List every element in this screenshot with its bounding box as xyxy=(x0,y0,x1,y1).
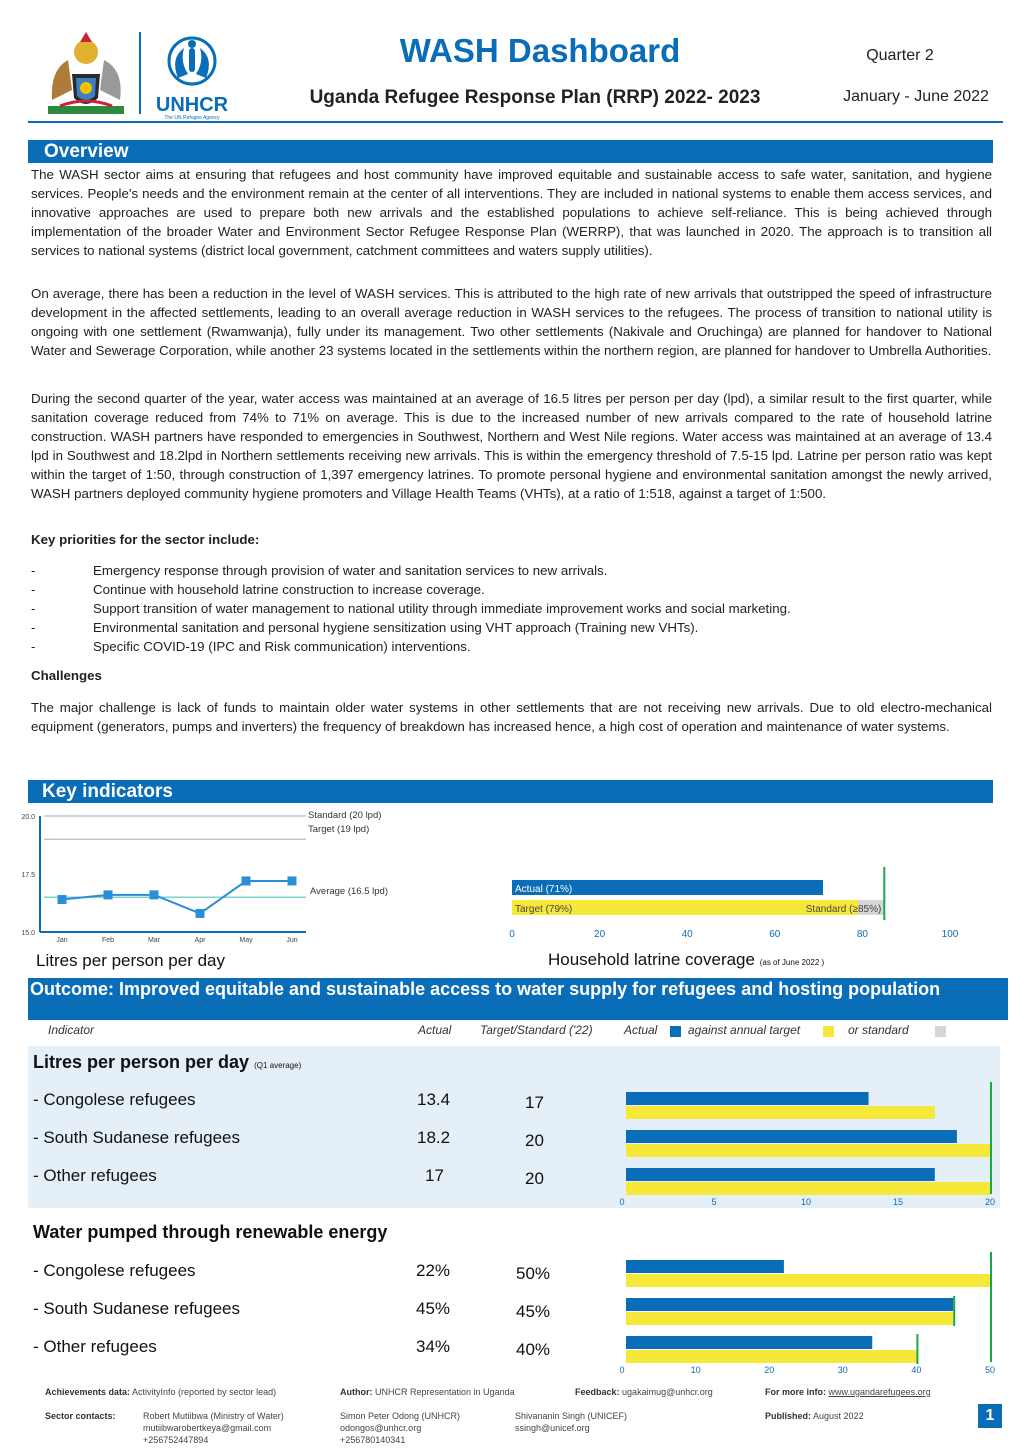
header-rule xyxy=(28,121,1003,123)
x-tick-label: 0 xyxy=(619,1197,625,1207)
unhcr-tagline: The UN Refugee Agency xyxy=(164,115,220,121)
lpd-row-label: - Congolese refugees xyxy=(33,1090,196,1109)
x-tick-label: 10 xyxy=(690,1365,701,1375)
data-point xyxy=(150,890,159,899)
re-row-target: 45% xyxy=(516,1302,551,1321)
page-subtitle: Uganda Refugee Response Plan (RRP) 2022- 2023 xyxy=(309,87,761,108)
lpd-row-target: 20 xyxy=(525,1131,544,1150)
col-target: Target/Standard ('22) xyxy=(480,1023,593,1037)
lpd-row-label: - Other refugees xyxy=(33,1166,157,1185)
re-row-actual: 22% xyxy=(416,1261,451,1280)
data-point xyxy=(288,876,297,885)
key-indicators-heading: Key indicators xyxy=(42,781,173,802)
x-tick-label: 15 xyxy=(892,1197,904,1207)
data-point xyxy=(104,890,113,899)
x-tick-label: 60 xyxy=(769,929,781,940)
target-bar xyxy=(626,1274,990,1287)
target-bar xyxy=(626,1350,916,1363)
x-tick-label: 0 xyxy=(509,929,515,940)
overview-paragraph-2: On average, there has been a reduction in the level of WASH services. This is attributed to the high rate of new arrivals that outstripped the speed of infrastructure development in the affected settlements, leading to an overall average reduction in WASH services to the refugees. The process of transition to national utility is ongoing with one settlement (Rwamwanja), fully under its management. Two other settlements (Nakivale and Oruchinga) are planned for handover to National Water and Sewerage Corporation, while another 23 systems located in the settlements within the northern region, are planned for handover to Umbrella Authorities. xyxy=(31,286,992,358)
y-tick-label: 20.0 xyxy=(21,814,35,821)
legend-actual: Actual xyxy=(624,1023,658,1037)
legend-standard: or standard xyxy=(848,1023,909,1037)
lpd-outcome-heading: Litres per person per day (Q1 average) xyxy=(33,1052,302,1072)
x-tick-label: Feb xyxy=(101,937,115,944)
re-row-target: 50% xyxy=(516,1264,551,1283)
contact-email[interactable]: odongos@unhcr.org xyxy=(340,1423,422,1433)
data-point xyxy=(196,909,205,918)
footer-contact-3: Shivananin Singh (UNICEF) ssingh@unicef.org xyxy=(515,1411,628,1433)
standard-bar-label: Standard (≥85%) xyxy=(805,904,882,915)
legend-actual-swatch xyxy=(670,1026,681,1037)
footer-contact-2: Simon Peter Odong (UNHCR) odongos@unhcr.org +256780140341 xyxy=(340,1411,461,1445)
x-tick-label: 80 xyxy=(856,929,868,940)
renewable-energy-bar-chart xyxy=(610,1248,1000,1376)
overview-paragraph-1: The WASH sector aims at ensuring that refugees and host community have improved equitable and sustainable access to safe water, sanitation, and hygiene services. People's needs and the environment remain at the center of all interventions. They are included in national systems to enable them access services, and innovative approaches are used to prepare both new arrivals and the established populations to achieve self-reliance. This is being achieved through implementation of the broader Water and Environment Sector Refugee Response Plan (WERRP), that was launched in 2020. The approach is to transition all services to national systems (district local government, catchment committees and waters supply utilities). xyxy=(31,167,992,258)
lpd-row-actual: 18.2 xyxy=(417,1128,451,1147)
actual-bar xyxy=(626,1092,869,1105)
x-tick-label: 40 xyxy=(911,1365,922,1375)
actual-bar-label: Actual (71%) xyxy=(515,884,573,895)
x-tick-label: Jun xyxy=(286,937,298,944)
col-actual: Actual xyxy=(418,1023,452,1037)
re-row-actual: 34% xyxy=(416,1337,451,1356)
list-item: - Support transition of water management to national utility through immediate improvement works and social marketing. xyxy=(31,601,791,616)
renewable-energy-heading: Water pumped through renewable energy xyxy=(33,1222,388,1242)
x-tick-label: 30 xyxy=(837,1365,848,1375)
x-tick-label: 20 xyxy=(764,1365,775,1375)
footer-contacts-label: Sector contacts: xyxy=(45,1411,116,1421)
actual-bar xyxy=(626,1298,953,1311)
x-tick-label: 5 xyxy=(711,1197,717,1207)
footer-published: Published: August 2022 xyxy=(765,1411,864,1421)
data-point xyxy=(242,876,251,885)
target-bar xyxy=(626,1144,990,1157)
col-indicator: Indicator xyxy=(48,1023,95,1037)
x-tick-label: 0 xyxy=(619,1365,625,1375)
lpd-row-label: - South Sudanese refugees xyxy=(33,1128,240,1147)
outcome-table-header xyxy=(28,1023,1003,1041)
average-line-label: Average (16.5 lpd) xyxy=(310,886,388,897)
contact-email[interactable]: mutiibwarobertkeya@gmail.com xyxy=(143,1423,272,1433)
lpd-row-actual: 17 xyxy=(425,1166,444,1185)
outcome-section-header xyxy=(28,978,1008,1020)
list-item: - Environmental sanitation and personal hygiene sensitization using VHT approach (Training new VHTs). xyxy=(31,620,699,635)
legend-standard-swatch xyxy=(935,1026,946,1037)
overview-section-header xyxy=(28,140,993,163)
lpd-row-actual: 13.4 xyxy=(417,1090,451,1109)
footer-achievements: Achievements data: ActivityInfo (reported by sector lead) xyxy=(45,1387,277,1397)
priorities-heading: Key priorities for the sector include: xyxy=(31,532,260,547)
x-tick-label: Mar xyxy=(147,937,161,944)
re-row-label: - Other refugees xyxy=(33,1337,157,1356)
actual-bar xyxy=(626,1130,957,1143)
challenges-paragraph: The major challenge is lack of funds to maintain older water systems in other settlements that are not receiving new arrivals. Due to old electro-mechanical equipment (generators, pumps and inverters) the frequency of breakdown has increased hence, a high cost of operation and maintenance of water systems. xyxy=(31,700,992,734)
list-item: - Specific COVID-19 (IPC and Risk communication) interventions. xyxy=(31,639,471,654)
legend-target-swatch xyxy=(823,1026,834,1037)
list-item: - Continue with household latrine construction to increase coverage. xyxy=(31,582,485,597)
priorities-list xyxy=(31,561,992,656)
x-tick-label: 100 xyxy=(941,929,959,940)
target-bar xyxy=(626,1182,990,1195)
x-tick-label: Jan xyxy=(56,937,68,944)
target-bar xyxy=(626,1312,953,1325)
more-info-link[interactable]: www.ugandarefugees.org xyxy=(828,1387,931,1397)
quarter-label: Quarter 2 xyxy=(866,47,934,64)
latrine-chart-note: (as of June 2022 ) xyxy=(759,958,825,967)
target-bar-label: Target (79%) xyxy=(515,904,573,915)
contact-email[interactable]: ssingh@unicef.org xyxy=(515,1423,590,1433)
x-tick-label: 50 xyxy=(984,1365,996,1375)
lpd-row-target: 20 xyxy=(525,1169,544,1188)
footer-more-info: For more info: www.ugandarefugees.org xyxy=(765,1387,931,1397)
overview-paragraph-3: During the second quarter of the year, water access was maintained at an average of 16.5 litres per person per day (lpd), a similar result to the first quarter, while sanitation coverage reduced from 74% to 71% on average. This is due to the increased number of new arrivals compared to the rate of household latrine construction. WASH partners have responded to emergencies in Southwest, Northern and West Nile regions. Water access was maintained at an average of 13.4 lpd in Southwest and 18.2lpd in Northern settlements receiving new arrivals. This is within the emergency threshold of 7.5-15 lpd. Latrine per person ratio was kept within the target of 1:50, through construction of 1,397 emergency latrines. To promote personal hygiene and environmental sanitation amongst the newly arrived, WASH partners deployed community hygiene promoters and Village Health Teams (VHTs), at a ratio of 1:518, against a target of 1:500. xyxy=(31,391,992,501)
divider-line xyxy=(139,32,141,114)
unhcr-logo xyxy=(150,34,234,121)
target-line-label: Target (19 lpd) xyxy=(308,824,370,835)
latrine-chart-caption: Household latrine coverage (as of June 2022 ) xyxy=(548,950,825,969)
lpd-outcome-bar-chart xyxy=(610,1078,1000,1208)
actual-bar xyxy=(626,1168,935,1181)
outcome-heading: Outcome: Improved equitable and sustainable access to water supply for refugees and hosting population xyxy=(30,979,941,999)
x-tick-label: May xyxy=(239,937,253,944)
lpd-chart-caption: Litres per person per day xyxy=(36,951,225,970)
re-row-label: - South Sudanese refugees xyxy=(33,1299,240,1318)
key-indicators-section-header xyxy=(28,780,993,803)
x-tick-label: 20 xyxy=(984,1197,996,1207)
page-number-badge xyxy=(978,1404,1002,1428)
lpd-row-target: 17 xyxy=(525,1093,544,1112)
y-tick-label: 15.0 xyxy=(21,930,35,937)
re-row-actual: 45% xyxy=(416,1299,451,1318)
period-label: January - June 2022 xyxy=(843,88,989,105)
latrine-coverage-chart xyxy=(500,865,980,945)
list-item: - Emergency response through provision of water and sanitation services to new arrivals. xyxy=(31,563,608,578)
actual-bar xyxy=(626,1336,872,1349)
challenges-heading: Challenges xyxy=(31,668,102,683)
unhcr-logo-text: UNHCR xyxy=(155,94,229,116)
standard-line-label: Standard (20 lpd) xyxy=(308,810,382,821)
re-row-target: 40% xyxy=(516,1340,551,1359)
overview-heading: Overview xyxy=(44,141,129,162)
footer-contact-1: Robert Mutiibwa (Ministry of Water) mutiibwarobertkeya@gmail.com +256752447894 xyxy=(143,1411,284,1445)
data-point xyxy=(58,895,67,904)
x-tick-label: 40 xyxy=(681,929,693,940)
page-number: 1 xyxy=(985,1407,995,1424)
actual-bar xyxy=(626,1260,784,1273)
y-tick-label: 17.5 xyxy=(21,872,35,879)
x-tick-label: 10 xyxy=(800,1197,812,1207)
footer-author: Author: UNHCR Representation in Uganda xyxy=(340,1387,515,1397)
page-title: WASH Dashboard xyxy=(399,32,681,69)
lpd-outcome-note: (Q1 average) xyxy=(254,1061,302,1070)
footer-feedback: Feedback: ugakaimug@unhcr.org xyxy=(575,1387,713,1397)
re-row-label: - Congolese refugees xyxy=(33,1261,196,1280)
legend-target: against annual target xyxy=(688,1023,801,1037)
x-tick-label: 20 xyxy=(594,929,606,940)
x-tick-label: Apr xyxy=(194,937,206,944)
target-bar xyxy=(626,1106,935,1119)
coat-of-arms-logo xyxy=(40,30,132,118)
